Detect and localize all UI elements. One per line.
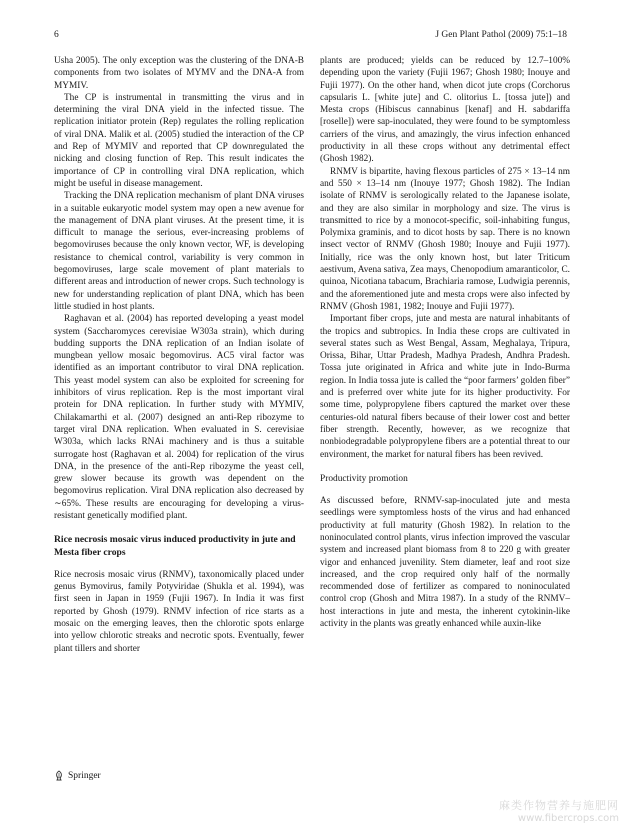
paragraph: Important fiber crops, jute and mesta are natural inhabitants of the tropics and subtropics. In India these crops are cultivated in several states such as West Bengal, Assam, Meghalaya, Tripura, Orissa, Bihar, Uttar Pradesh, Madhya Pradesh, Andhra Pradesh. Tossa jute originated in Africa and white jute in Indo-Burma region. In India tossa jute is called the “poor farmers’ golden fiber” and is preferred over white jute for its higher productivity. For some time, polypropylene fibers captured the market over these centuries-old natural fibers because of their lower cost and better fiber strength. Recently, however, as we recognize that nonbiodegradable polypropylene fibers are a potential threat to our environment, the market for natural fibers has been revived.: [320, 314, 570, 460]
journal-citation: J Gen Plant Pathol (2009) 75:1–18: [435, 30, 567, 40]
publisher-name: Springer: [68, 770, 101, 781]
left-column: [54, 55, 304, 655]
paragraph: Rice necrosis mosaic virus (RNMV), taxonomically placed under genus Bymovirus, family Potyviridae (Shukla et al. 1994), was first seen in Japan in 1959 (Fujii 1967). In India it was first reported by Ghosh (1979). RNMV infection of rice starts as a mosaic on the emerging leaves, then the chlorotic spots enlarge into yellow chlorotic streaks and necrotic spots. Eventually, fewer plant tillers and shorter: [54, 569, 304, 654]
paragraph: As discussed before, RNMV-sap-inoculated jute and mesta seedlings were symptomless hosts of the virus and had enhanced productivity at full maturity (Ghosh 1982). In relation to the noninoculated control plants, virus infection improved the vascular system and increased plant biomass from 8 to 220 g with greater vigor and enhanced juvenility. Stem diameter, leaf and root size increased, and the crop required only half of the normally recommended dose of fertilizer as compared to noninoculated control crop (Ghosh and Mitra 1987). In a study of the RNMV–host interactions in jute and mesta, the inherent cytokinin-like activity in the plants was greatly enhanced while auxin-like: [320, 496, 570, 630]
section-heading: Productivity promotion: [320, 473, 408, 484]
watermark-line: 麻类作物营养与施肥网: [499, 799, 619, 812]
paragraph: The CP is instrumental in transmitting the virus and in determining the viral DNA yield in the infected tissue. The replication initiator protein (Rep) regulates the rolling replication of viral DNA. Malik et al. (2005) studied the interaction of the CP and Rep of MYMIV and reported that CP downregulated the nicking and closing function of Rep. This result indicates the importance of CP in controlling viral DNA replication, which might be useful in disease management.: [54, 92, 304, 189]
page-number: 6: [54, 30, 59, 40]
springer-logo-icon: [54, 770, 64, 781]
paragraph: plants are produced; yields can be reduced by 12.7–100% depending upon the variety (Fujii 1967; Ghosh 1980; Inouye and Fujii 1977). On the other hand, when dicot jute crops (Corchorus capsularis L. [white jute] and C. olitorius L. [tossa jute]) and Mesta crops (Hibiscus cannabinus [kenaf] and H. sabdariffa [roselle]) were sap-inoculated, they were found to be symptomless carriers of the virus, and amazingly, the virus infection enhanced productivity in all these crops without any detrimental effect (Ghosh 1982).: [320, 56, 570, 165]
site-watermark: [499, 797, 619, 824]
page-footer: [54, 770, 101, 781]
paragraph: Raghavan et al. (2004) has reported developing a yeast model system (Saccharomyces cerevisiae W303a strain), which during budding supports the DNA replication of an Indian isolate of mungbean yellow mosaic begomovirus. AC5 viral factor was identified as an important contributor to viral DNA replication. This yeast model system can also be exploited for screening for inhibitors of virus replication. Rep is the most important viral protein for DNA replication. In further study with MYMIV, Chilakamarthi et al. (2007) designed an anti-Rep ribozyme to target viral DNA replication. When evaluated in S. cerevisiae W303a, which lacks RNAi machinery and is thus a suitable surrogate host (Raghavan et al. 2004) for replication of the virus DNA, in the presence of the anti-Rep ribozyme the yeast cell, grew slower because its growth was dependent on the begomovirus replication. Viral DNA replication also decreased by ∼65%. These results are encouraging for developing a virus-resistant genetically modified plant.: [54, 314, 304, 521]
running-header: [54, 30, 567, 44]
right-column: [320, 55, 570, 630]
paragraph: Usha 2005). The only exception was the clustering of the DNA-B components from two isolates of MYMV and the DNA-A from MYMIV.: [54, 56, 304, 91]
paragraph: Tracking the DNA replication mechanism of plant DNA viruses in a suitable eukaryotic model system may open a new avenue for the management of DNA plant viruses. At the present time, it is difficult to manage the serious, ever-increasing problems of begomoviruses because the only known vector, WF, is developing resistance to chemical control, variability is very common in begomoviruses, large scale movement of plant materials to different areas and introduction of newer crops. Such technology is new for understanding replication of plant DNA, which has been little studied in host plants.: [54, 191, 304, 312]
paragraph: RNMV is bipartite, having flexous particles of 275 × 13–14 nm and 550 × 13–14 nm (Inouye 1977; Ghosh 1982). The Indian isolate of RNMV is serologically related to the Japanese isolate, and they are also similar in morphology and size. The virus is transmitted to rice by a monocot-specific, soil-inhabiting fungus, Polymixa graminis, and to dicot hosts by sap. There is no known insect vector of RNMV (Ghosh 1980; Inouye and Fujii 1977). Initially, rice was the only known host, but later Triticum aestivum, Avena sativa, Zea mays, Chenopodium amaranticolor, C. quinoa, Nicotiana tabacum, Brachiaria ramose, Ludwigia perennis, and the aforementioned jute and mesta crops were also infected by RNMV (Ghosh 1981, 1982; Inouye and Fujii 1977).: [320, 166, 570, 312]
section-heading: Rice necrosis mosaic virus induced productivity in jute and Mesta fiber crops: [54, 534, 296, 558]
watermark-url: www.fibercrops.com: [517, 813, 619, 824]
